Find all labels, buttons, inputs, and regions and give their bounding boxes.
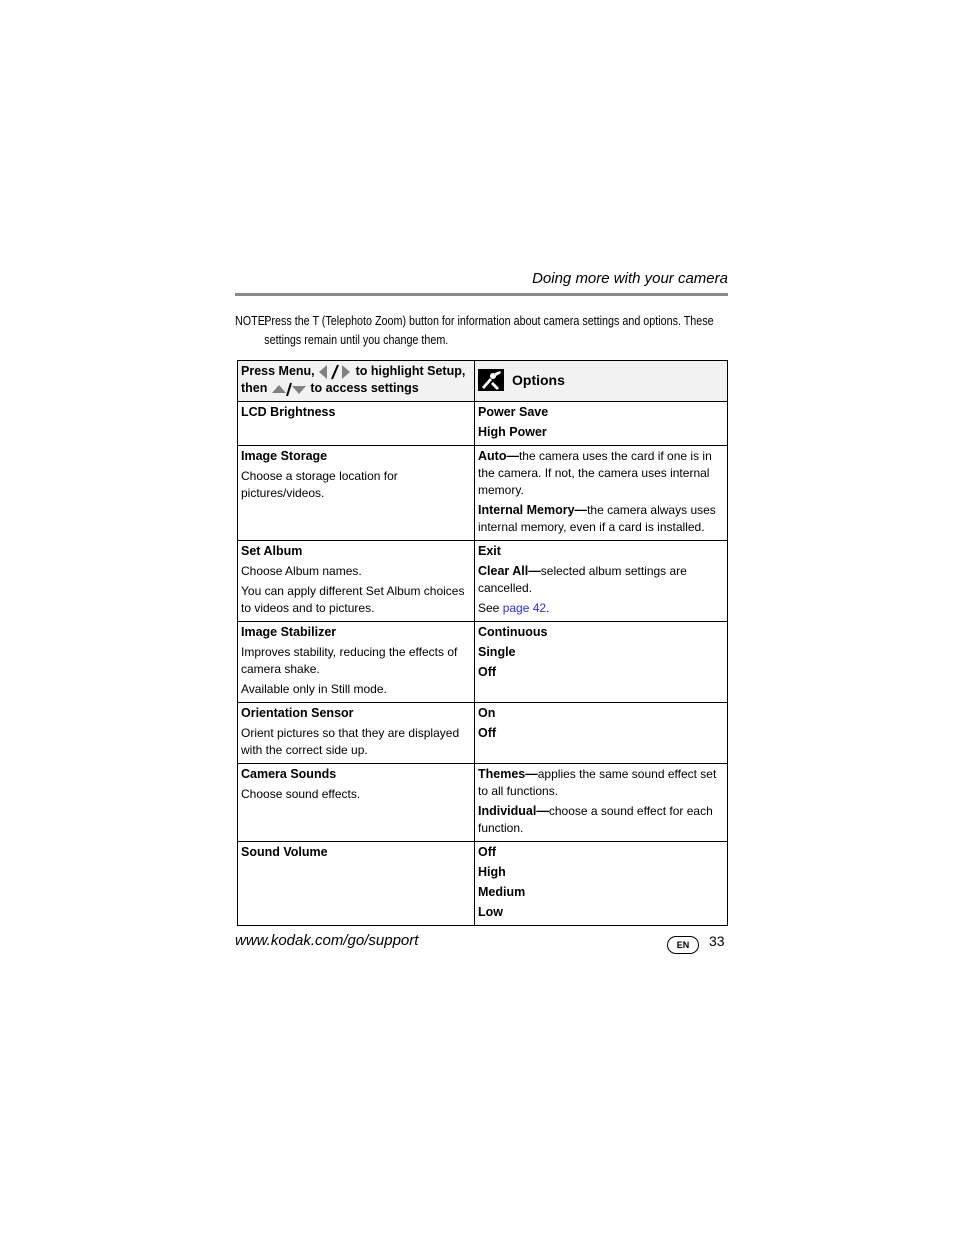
option-name: Themes— (478, 767, 538, 781)
table-row (238, 541, 728, 622)
table-header-left (238, 361, 475, 402)
option-name: Single (478, 645, 516, 659)
header-press-menu: Press Menu, (241, 364, 315, 378)
option-item (478, 766, 724, 800)
settings-table (237, 360, 728, 926)
see-suffix: . (546, 601, 550, 615)
options-cell (475, 402, 728, 446)
header-then: then (241, 381, 268, 395)
setting-cell (238, 402, 475, 446)
option-name: On (478, 706, 496, 720)
option-name: Exit (478, 544, 501, 558)
option-name: Off (478, 845, 497, 859)
option-name: Power Save (478, 405, 549, 419)
setup-tools-icon (478, 369, 504, 391)
table-row (238, 446, 728, 541)
options-cell (475, 446, 728, 541)
setting-description: Choose Album names. (241, 564, 362, 578)
option-item (478, 705, 724, 722)
option-description: the camera always uses internal memory, even if a card is installed. (478, 503, 716, 534)
see-prefix: See (478, 601, 503, 615)
table-row (238, 622, 728, 703)
setting-title: Image Stabilizer (241, 625, 337, 639)
option-name: High Power (478, 425, 547, 439)
setting-cell (238, 764, 475, 842)
setting-cell (238, 622, 475, 703)
setting-description: Choose sound effects. (241, 787, 361, 801)
setting-cell (238, 703, 475, 764)
options-cell (475, 622, 728, 703)
setting-description: Improves stability, reducing the effects of camera shake. (241, 645, 458, 676)
see-reference (478, 600, 724, 617)
option-item (478, 424, 724, 441)
setting-title: Image Storage (241, 449, 328, 463)
options-cell (475, 541, 728, 622)
option-name: Continuous (478, 625, 548, 639)
option-item (478, 864, 724, 881)
option-description: the camera uses the card if one is in the camera. If not, the camera uses internal memory. (478, 449, 712, 497)
setting-title: Camera Sounds (241, 767, 337, 781)
options-cell (475, 764, 728, 842)
setting-description: Available only in Still mode. (241, 682, 387, 696)
table-header-right (475, 361, 728, 402)
running-header: Doing more with your camera (532, 270, 728, 287)
table-row (238, 402, 728, 446)
note (235, 312, 725, 350)
option-item (478, 725, 724, 742)
setting-description: You can apply different Set Album choices to videos and to pictures. (241, 584, 465, 615)
options-cell (475, 703, 728, 764)
option-item (478, 644, 724, 661)
setting-description: Orient pictures so that they are displayed with the correct side up. (241, 726, 460, 757)
option-item (478, 448, 724, 499)
table-header-row (238, 361, 728, 402)
language-badge: EN (667, 936, 699, 954)
option-item (478, 803, 724, 837)
page-number: 33 (709, 933, 725, 949)
option-name: Medium (478, 885, 526, 899)
option-item (478, 404, 724, 421)
option-name: High (478, 865, 506, 879)
option-item (478, 624, 724, 641)
option-name: Off (478, 665, 497, 679)
header-highlight-setup: to highlight Setup, (355, 364, 466, 378)
setting-title: Orientation Sensor (241, 706, 354, 720)
options-heading: Options (512, 371, 565, 388)
table-row (238, 842, 728, 926)
option-item (478, 844, 724, 861)
setting-cell (238, 541, 475, 622)
setting-title: Sound Volume (241, 845, 328, 859)
option-name: Individual— (478, 804, 549, 818)
note-label: NOTE: (235, 314, 268, 328)
option-item (478, 563, 724, 597)
setting-cell (238, 842, 475, 926)
up-down-arrows-icon (271, 382, 307, 396)
option-item (478, 664, 724, 681)
setting-title: LCD Brightness (241, 405, 336, 419)
option-name: Internal Memory— (478, 503, 588, 517)
setting-cell (238, 446, 475, 541)
table-row (238, 764, 728, 842)
setting-title: Set Album (241, 544, 303, 558)
left-right-arrows-icon (318, 364, 352, 380)
option-name: Auto— (478, 449, 519, 463)
option-item (478, 884, 724, 901)
option-item (478, 904, 724, 921)
option-description: selected album settings are cancelled. (478, 564, 687, 595)
option-name: Low (478, 905, 503, 919)
note-line-2: settings remain until you change them. (264, 333, 449, 347)
page-42-link[interactable]: page 42 (502, 601, 547, 615)
header-access-settings: to access settings (310, 381, 419, 395)
option-description: applies the same sound effect set to all functions. (478, 767, 717, 798)
table-row (238, 703, 728, 764)
option-item (478, 502, 724, 536)
footer-url: www.kodak.com/go/support (235, 932, 419, 949)
option-name: Clear All— (478, 564, 541, 578)
option-description: choose a sound effect for each function. (478, 804, 713, 835)
option-item (478, 543, 724, 560)
header-rule (235, 293, 728, 296)
setting-description: Choose a storage location for pictures/videos. (241, 469, 398, 500)
note-line-1: Press the T (Telephoto Zoom) button for information about camera settings and options. These (264, 314, 714, 328)
option-name: Off (478, 726, 497, 740)
options-cell (475, 842, 728, 926)
